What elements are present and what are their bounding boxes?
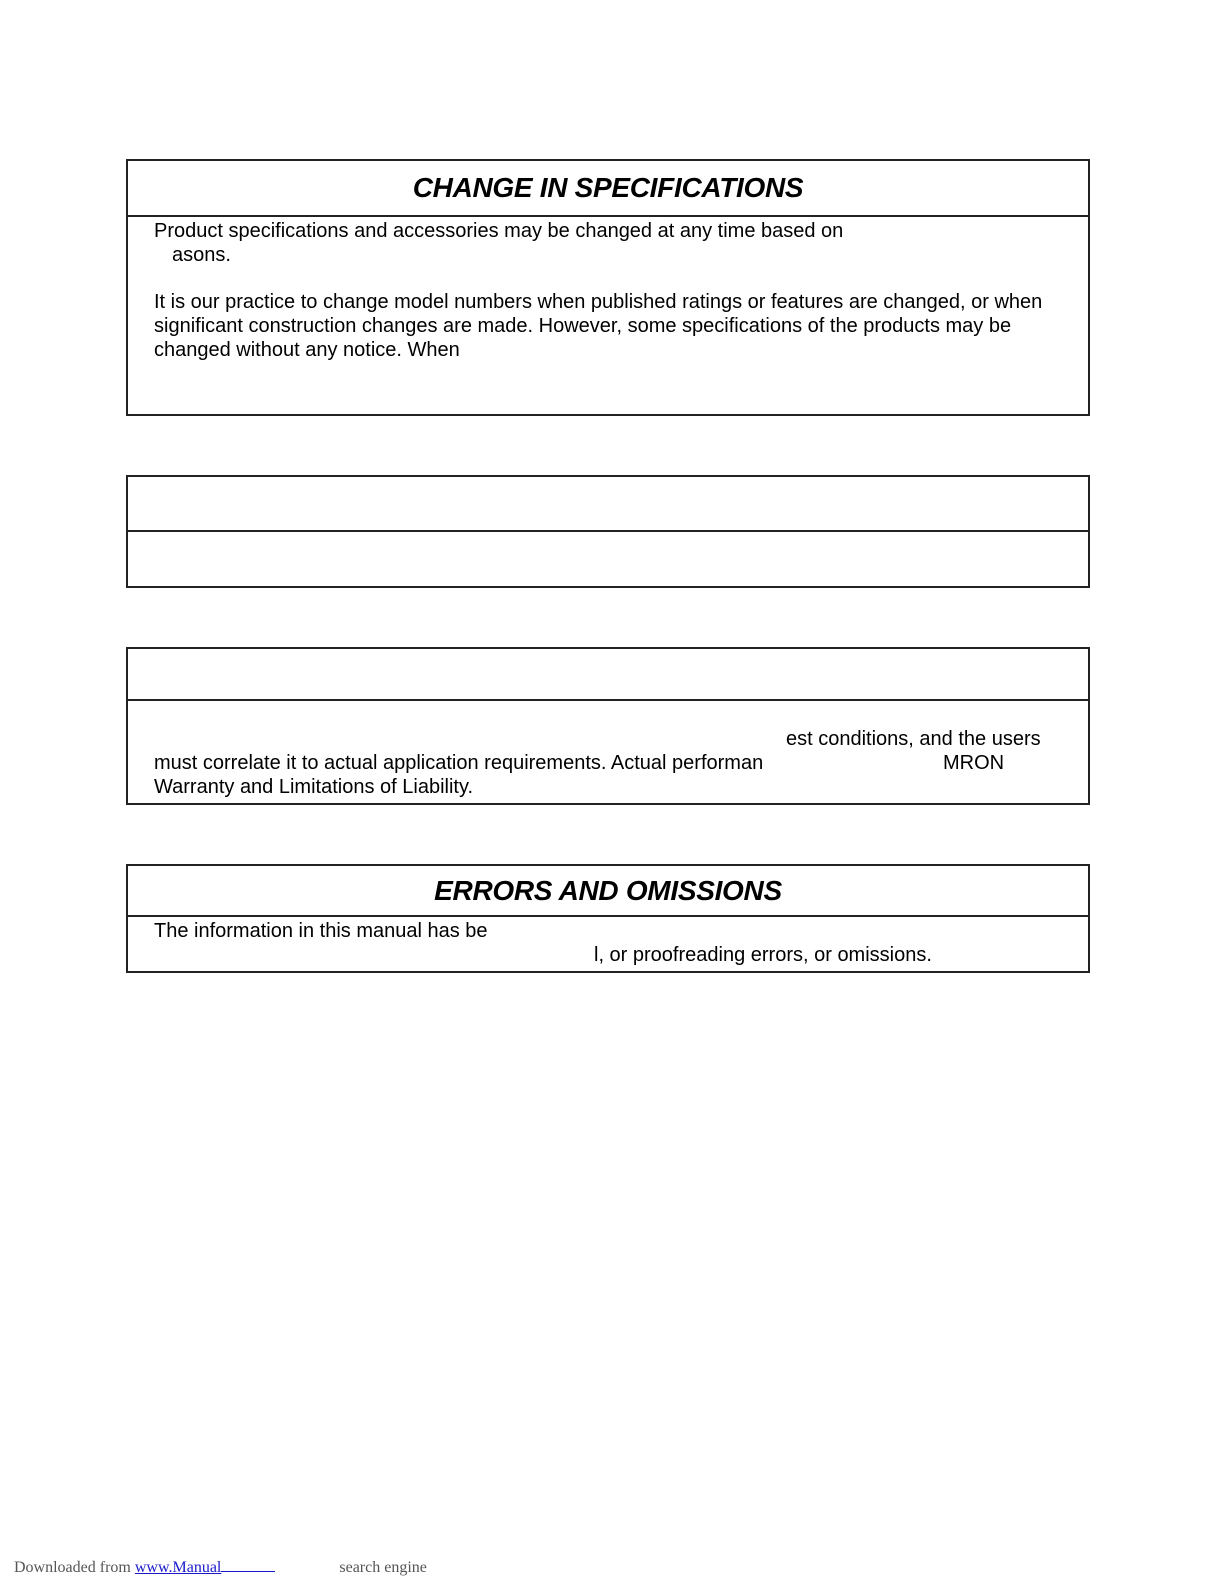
errors-and-omissions-body [128,917,1088,971]
errors-line-2: l, or proofreading errors, or omissions. [594,944,932,966]
performance-line-2: must correlate it to actual application requirements. Actual performan [154,752,764,774]
change-in-specifications-box [126,159,1090,416]
download-footer [6,1541,427,1577]
performance-line-2b: MRON [943,752,1005,774]
spec-line-2: asons. [172,244,231,266]
errors-line-1: The information in this manual has be [154,920,488,942]
change-in-specifications-body [128,217,1088,414]
blank-box-header [128,477,1088,532]
errors-and-omissions-title: ERRORS AND OMISSIONS [434,874,782,906]
performance-body [128,701,1088,803]
change-in-specifications-title: CHANGE IN SPECIFICATIONS [412,172,804,203]
spec-line-3: It is our practice to change model numbers when published ratings or features are changed, or when [154,291,1043,313]
footer-suffix: search engine [339,1559,427,1576]
footer-link[interactable]: www.Manual [134,1559,222,1576]
performance-box [126,647,1090,805]
spec-line-4: significant construction changes are made. However, some specifications of the products may be [154,315,1012,337]
performance-line-3: Warranty and Limitations of Liability. [154,776,474,798]
blank-box-body [128,532,1088,586]
performance-line-1: est conditions, and the users [786,728,1041,750]
errors-and-omissions-box [126,864,1090,973]
blank-box [126,475,1090,588]
spec-line-1: Product specifications and accessories may be changed at any time based on [154,220,844,242]
performance-header [128,649,1088,701]
change-in-specifications-header [128,161,1088,217]
footer-prefix: Downloaded from [14,1559,135,1576]
errors-and-omissions-header [128,866,1088,917]
spec-line-5: changed without any notice. When [154,339,460,361]
footer-link-gap [221,1570,275,1572]
